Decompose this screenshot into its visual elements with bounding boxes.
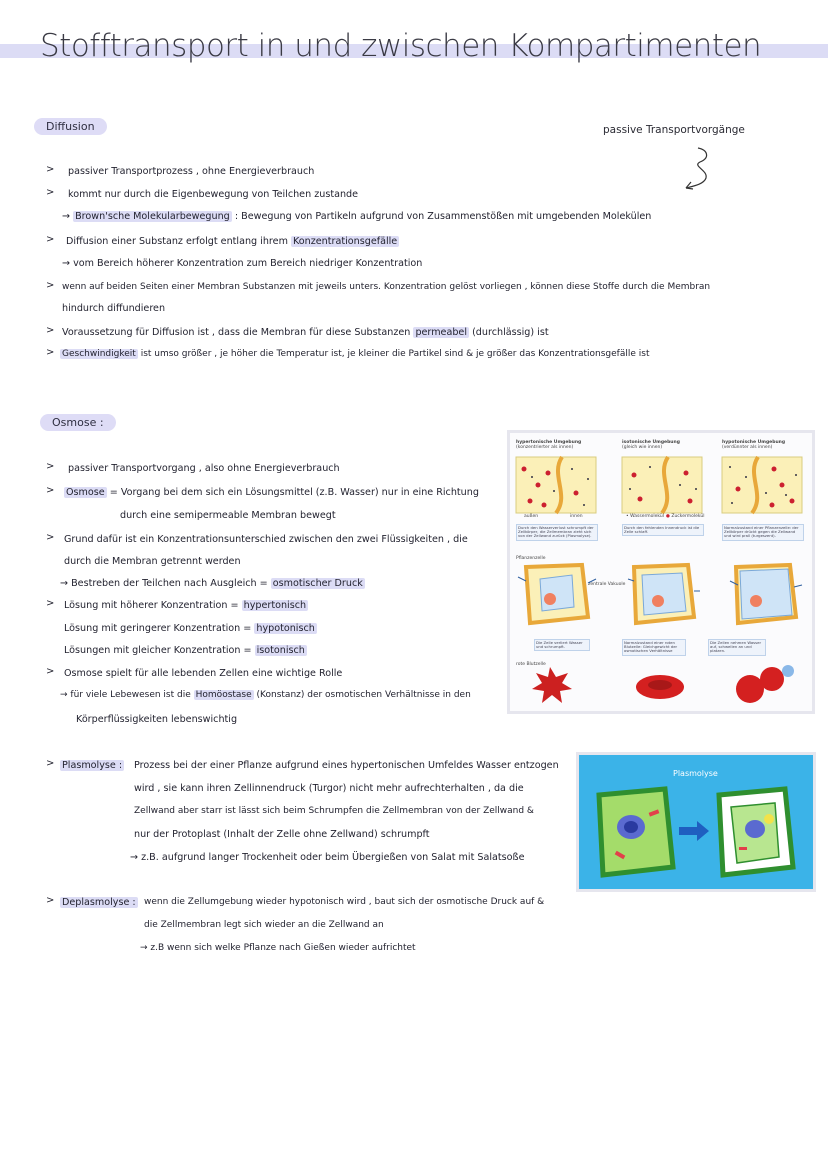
plasmolyse-line-4: nur der Protoplast (Inhalt der Zelle ohne Zellwand) schrumpft [134,829,430,840]
bullet-icon: > [46,895,55,906]
plasmolyse-cells-diagram [579,781,807,885]
hypotonic-term: hypotonisch [256,623,315,634]
osmose-line-12: Körperflüssigkeiten lebenswichtig [76,714,238,725]
deplasmolyse-term: Deplasmolyse : [62,897,136,908]
osmose-line-1: passiver Transportvorgang , also ohne Energieverbrauch [68,463,340,474]
note-turgid: Normalzustand einer Pflanzenzelle: der Zellkörper drückt gegen die Zellwand und wird prall (turgeszent). [722,524,804,541]
blood-cell-label: rote Blutzelle [516,662,546,667]
bullet-icon: > [46,347,55,358]
homeostasis-term: Homöostase [195,690,252,700]
bullet-icon: > [46,666,55,677]
isotonic-term: isotonisch [256,645,305,656]
bullet-icon: > [46,758,55,769]
panel-title-hypertonic: hypertonische Umgebung (konzentrierter als innen) [516,440,582,450]
diffusion-line-3: → Brown'sche Molekularbewegung : Bewegung von Partikeln aufgrund von Zusammenstößen mit umgebenden Molekülen [62,211,652,222]
deplasmolyse-example: z.B wenn sich welke Pflanze nach Gießen wieder aufrichtet [150,943,416,953]
hyper-text: Lösung mit höherer Konzentration = [64,600,239,611]
osmose-line-11: → für viele Lebewesen ist die Homöostase (Konstanz) der osmotischen Verhältnisse in den [60,690,471,700]
bullet-icon: > [46,461,55,472]
note-plasmolysis: Durch den Wasserverlust schrumpft der Zellkörper, die Zellmembran zieht sich von der Zellwand zurück (Plasmolyse). [516,524,598,541]
osmose-line-9 [64,645,307,656]
brownian-def: : Bewegung von Partikeln aufgrund von Zusammenstößen mit umgebenden Molekülen [234,211,652,222]
osmose-line-8 [64,623,317,634]
diffusion-line-1: passiver Transportprozess , ohne Energieverbrauch [68,166,315,177]
bullet-icon: > [46,280,55,291]
diffusion-line-5: → vom Bereich höherer Konzentration zum Bereich niedriger Konzentration [62,258,423,269]
osmotic-pressure-term: osmotischer Druck [272,578,363,589]
page-title: Stofftransport in und zwischen Kompartimenten [40,28,762,64]
sugar-legend: ● Zuckermolekül [666,514,705,519]
osmose-line-5: durch die Membran getrennt werden [64,556,241,567]
iso-text: Lösungen mit gleicher Konzentration = [64,645,252,656]
water-legend: • Wassermolekül [626,514,664,519]
speed-def: ist umso größer , je höher die Temperatur ist, je kleiner die Partikel sind & je größer das Konzentrationsgefälle ist [140,349,650,359]
osmose-line-2 [64,487,479,498]
bullet-icon: > [46,164,55,175]
osmosis-figure [507,430,815,714]
diffusion-direction-text: vom Bereich höherer Konzentration zum Bereich niedriger Konzentration [73,258,423,269]
bullet-icon: > [46,187,55,198]
speed-term: Geschwindigkeit [62,349,136,359]
deplasmolyse-line-3: → z.B wenn sich welke Pflanze nach Gießen wieder aufrichtet [140,943,416,953]
bullet-icon: > [46,532,55,543]
hypertonic-term: hypertonisch [243,600,307,611]
vacuole-label: zentrale Vakuole [588,582,626,587]
plasmolyse-image [576,752,816,892]
hypo-text: Lösung mit geringerer Konzentration = [64,623,252,634]
squiggle-arrow-icon [680,142,720,194]
bullet-icon: > [46,485,55,496]
plasmolyse-line-2: wird , sie kann ihren Zellinnendruck (Turgor) nicht mehr aufrechterhalten , da die [134,783,524,794]
panel-title-isotonic: isotonische Umgebung (gleich wie innen) [622,440,680,450]
diffusion-line-8 [62,327,549,338]
deplasmolyse-line-2: die Zellmembran legt sich wieder an die Zellwand an [144,920,384,930]
bullet-icon: > [46,598,55,609]
diffusion-line-7: hindurch diffundieren [62,303,166,314]
plasmolyse-line-1: Prozess bei der einer Pflanze aufgrund eines hypertonischen Umfeldes Wasser entzogen [134,760,559,771]
diffusion-line-4 [66,236,399,247]
osmose-line-10: Osmose spielt für alle lebenden Zellen eine wichtige Rolle [64,668,343,679]
deplasmolyse-line-1: wenn die Zellumgebung wieder hypotonisch wird , baut sich der osmotische Druck auf & [144,897,545,907]
note-rbc-burst: Die Zellen nehmen Wasser auf, schwellen an und platzen. [708,639,766,656]
plasmolyse-line-5: → z.B. aufgrund langer Trockenheit oder beim Übergießen von Salat mit Salatsoße [130,852,525,863]
brownian-term: Brown'sche Molekularbewegung [75,211,230,222]
side-note: passive Transportvorgänge [603,124,745,136]
plant-cells-diagram [510,561,806,631]
plasmolyse-heading [60,760,124,771]
bullet-icon: > [46,234,55,245]
note-rbc-shrink: Die Zelle verliert Wasser und schrumpft. [534,639,590,651]
osmose-line-6: → Bestreben der Teilchen nach Ausgleich = osmotischer Druck [60,578,363,589]
bullet-icon: > [46,325,55,336]
diffusion-line-2: kommt nur durch die Eigenbewegung von Teilchen zustande [68,189,359,200]
plasmolyse-term: Plasmolyse : [62,760,123,771]
permeability-text: Voraussetzung für Diffusion ist , dass die Membran für diese Substanzen [62,327,411,338]
plasmolyse-example: z.B. aufgrund langer Trockenheit oder beim Übergießen von Salat mit Salatsoße [141,852,525,863]
osmose-line-7 [64,600,308,611]
plasmolyse-line-3: Zellwand aber starr ist lässt sich beim Schrumpfen die Zellmembran von der Zellwand & [134,806,534,816]
note-rbc-normal: Normalzustand einer roten Blutzelle: Gleichgewicht der osmotischen Verhältnisse [622,639,686,656]
panel-title-hypotonic: hypotonische Umgebung (verdünnter als innen) [722,440,786,450]
deplasmolyse-heading [60,897,138,908]
concentration-gradient-term: Konzentrationsgefälle [292,236,398,247]
diffusion-line-9 [60,349,649,359]
diffusion-gradient-text: Diffusion einer Substanz erfolgt entlang ihrem [66,236,288,247]
permeable-term: permeabel [415,327,467,338]
pressure-text: Bestreben der Teilchen nach Ausgleich = [71,578,268,589]
homeostasis-def: (Konstanz) der osmotischen Verhältnisse in den [256,690,471,700]
osmose-line-4: Grund dafür ist ein Konzentrationsunterschied zwischen den zwei Flüssigkeiten , die [64,534,468,545]
osmose-def: = Vorgang bei dem sich ein Lösungsmittel (z.B. Wasser) nur in eine Richtung [109,487,479,498]
note-limp: Durch den fehlenden Innendruck ist die Zelle schlaff. [622,524,704,536]
plasmolyse-image-title: Plasmolyse [673,769,718,778]
diffusion-heading: Diffusion [34,118,107,135]
permeable-def: (durchlässig) ist [472,327,549,338]
red-blood-cells-diagram [510,661,806,707]
outside-label: außen [524,514,539,519]
osmose-term: Osmose [66,487,105,498]
homeostasis-text: für viele Lebewesen ist die [70,690,191,700]
osmose-heading: Osmose : [40,414,116,431]
diffusion-line-6: wenn auf beiden Seiten einer Membran Substanzen mit jeweils unters. Konzentration gelöst vorliegen , können diese Stoffe durch die Membran [62,282,711,292]
osmose-line-3: durch eine semipermeable Membran bewegt [120,510,336,521]
plant-cell-label: Pflanzenzelle [516,556,546,561]
inside-label: innen [570,514,583,519]
concentration-diagram [510,455,806,517]
